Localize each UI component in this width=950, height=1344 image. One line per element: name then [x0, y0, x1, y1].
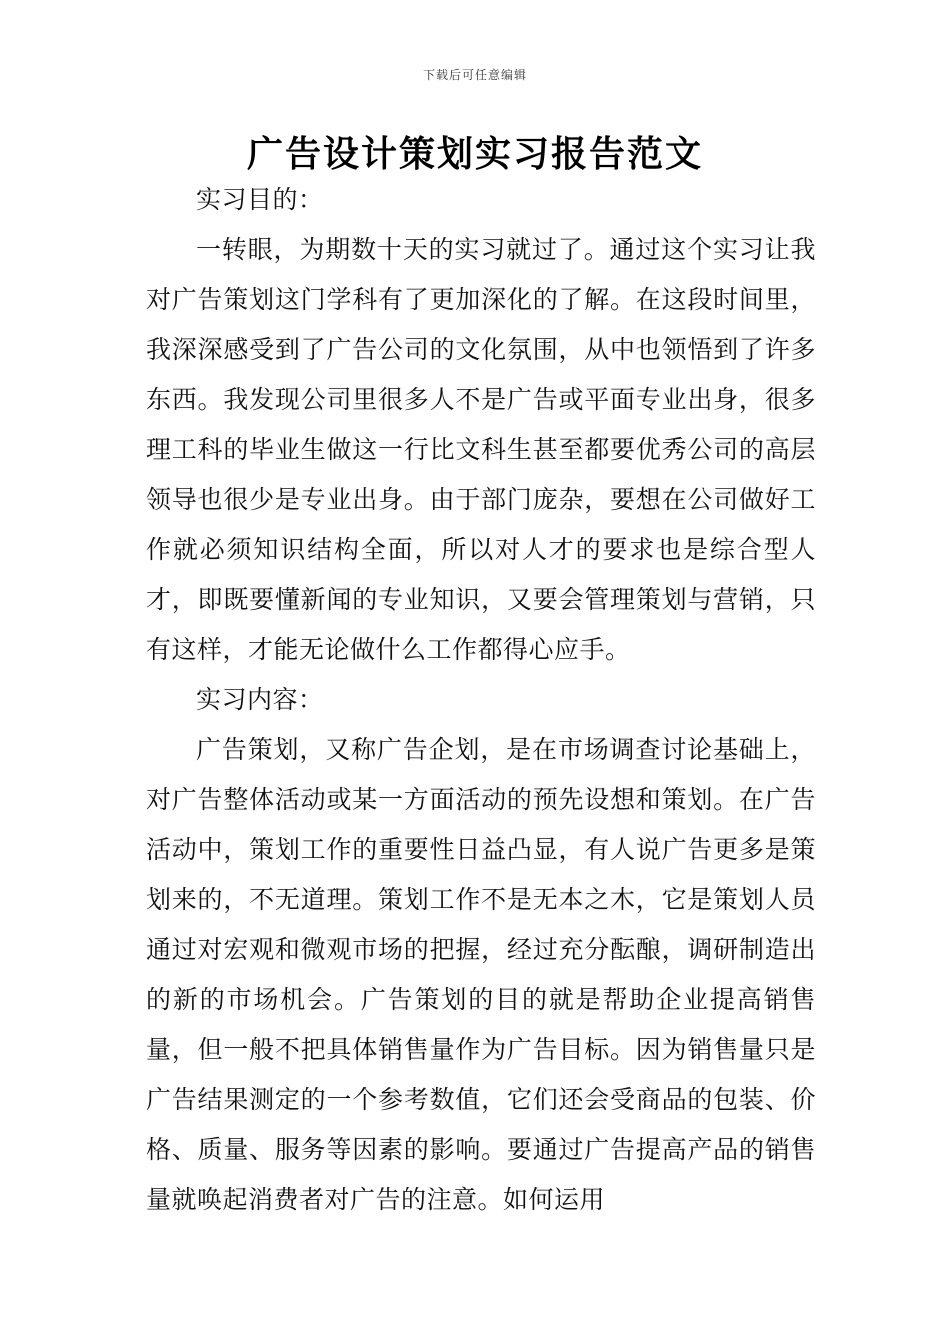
- section-heading-purpose: 实习目的：: [196, 185, 324, 214]
- section-heading-content: 实习内容：: [196, 685, 324, 714]
- header-note: 下载后可任意编辑: [422, 68, 527, 82]
- paragraph-content: 广告策划，又称广告企划，是在市场调查讨论基础上，对广告整体活动或某一方面活动的预先设想和策划。在广告活动中，策划工作的重要性日益凸显，有人说广告更多是策划来的，不无道理。策划工作不是无本之木，它是策划人员通过对宏观和微观市场的把握，经过充分酝酿，调研制造出的新的市场机会。广告策划的目的就是帮助企业提高销售量，但一般不把具体销售量作为广告目标。因为销售量只是广告结果测定的一个参考数值，它们还会受商品的包装、价格、质量、服务等因素的影响。要通过广告提高产品的销售量就唤起消费者对广告的注意。如何运用: [146, 735, 816, 1214]
- document-title: 广告设计策划实习报告范文: [246, 134, 703, 175]
- paragraph-purpose: 一转眼，为期数十天的实习就过了。通过这个实习让我对广告策划这门学科有了更加深化的了解。在这段时间里，我深深感受到了广告公司的文化氛围，从中也领悟到了许多东西。我发现公司里很多人不是广告或平面专业出身，很多理工科的毕业生做这一行比文科生甚至都要优秀公司的高层领导也很少是专业出身。由于部门庞杂，要想在公司做好工作就必须知识结构全面，所以对人才的要求也是综合型人才，即既要懂新闻的专业知识，又要会管理策划与营销，只有这样，才能无论做什么工作都得心应手。: [146, 235, 816, 664]
- document-body: [146, 175, 816, 1225]
